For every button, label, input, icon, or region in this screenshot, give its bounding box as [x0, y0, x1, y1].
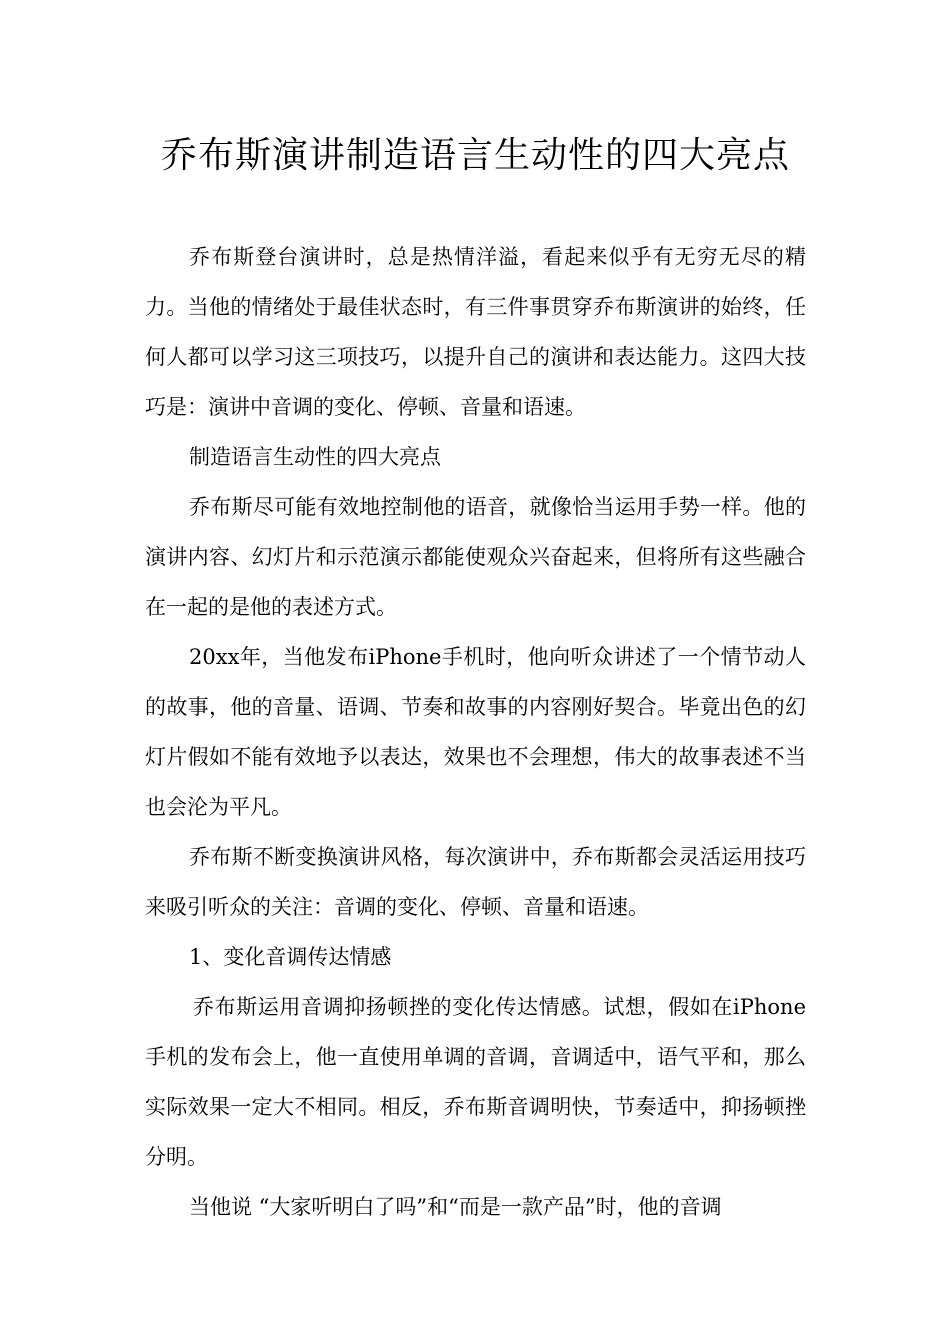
paragraph-quote: 当他说 “大家听明白了吗”和“而是一款产品”时，他的音调: [189, 1195, 722, 1219]
document-title: 乔布斯演讲制造语言生动性的四大亮点: [160, 135, 790, 176]
paragraph-tone: 乔布斯运用音调抑扬顿挫的变化传达情感。试想，假如在iPhone手机的发布会上，他一直使用单调的音调，音调适中，语气平和，那么实际效果一定大不相同。相反，乔布斯音调明快，节奏适中，抑扬顿挫分明。: [145, 995, 806, 1169]
paragraph-intro: 乔布斯登台演讲时，总是热情洋溢，看起来似乎有无穷无尽的精力。当他的情绪处于最佳状态时，有三件事贯穿乔布斯演讲的始终，任何人都可以学习这三项技巧，以提升自己的演讲和表达能力。这四大技巧是：演讲中音调的变化、停顿、音量和语速。: [145, 245, 806, 419]
subheading-tone: 1、变化音调传达情感: [189, 945, 392, 969]
paragraph-iphone-launch: 20xx年，当他发布iPhone手机时，他向听众讲述了一个情节动人的故事，他的音量、语调、节奏和故事的内容刚好契合。毕竟出色的幻灯片假如不能有效地予以表达，效果也不会理想，伟大的故事表述不当也会沦为平凡。: [145, 645, 806, 819]
document-body: [145, 232, 806, 1232]
section-heading: 制造语言生动性的四大亮点: [189, 445, 441, 469]
paragraph-voice-control: 乔布斯尽可能有效地控制他的语音，就像恰当运用手势一样。他的演讲内容、幻灯片和示范演示都能使观众兴奋起来，但将所有这些融合在一起的是他的表述方式。: [145, 495, 806, 619]
paragraph-style-change: 乔布斯不断变换演讲风格，每次演讲中，乔布斯都会灵活运用技巧来吸引听众的关注：音调的变化、停顿、音量和语速。: [145, 845, 806, 919]
